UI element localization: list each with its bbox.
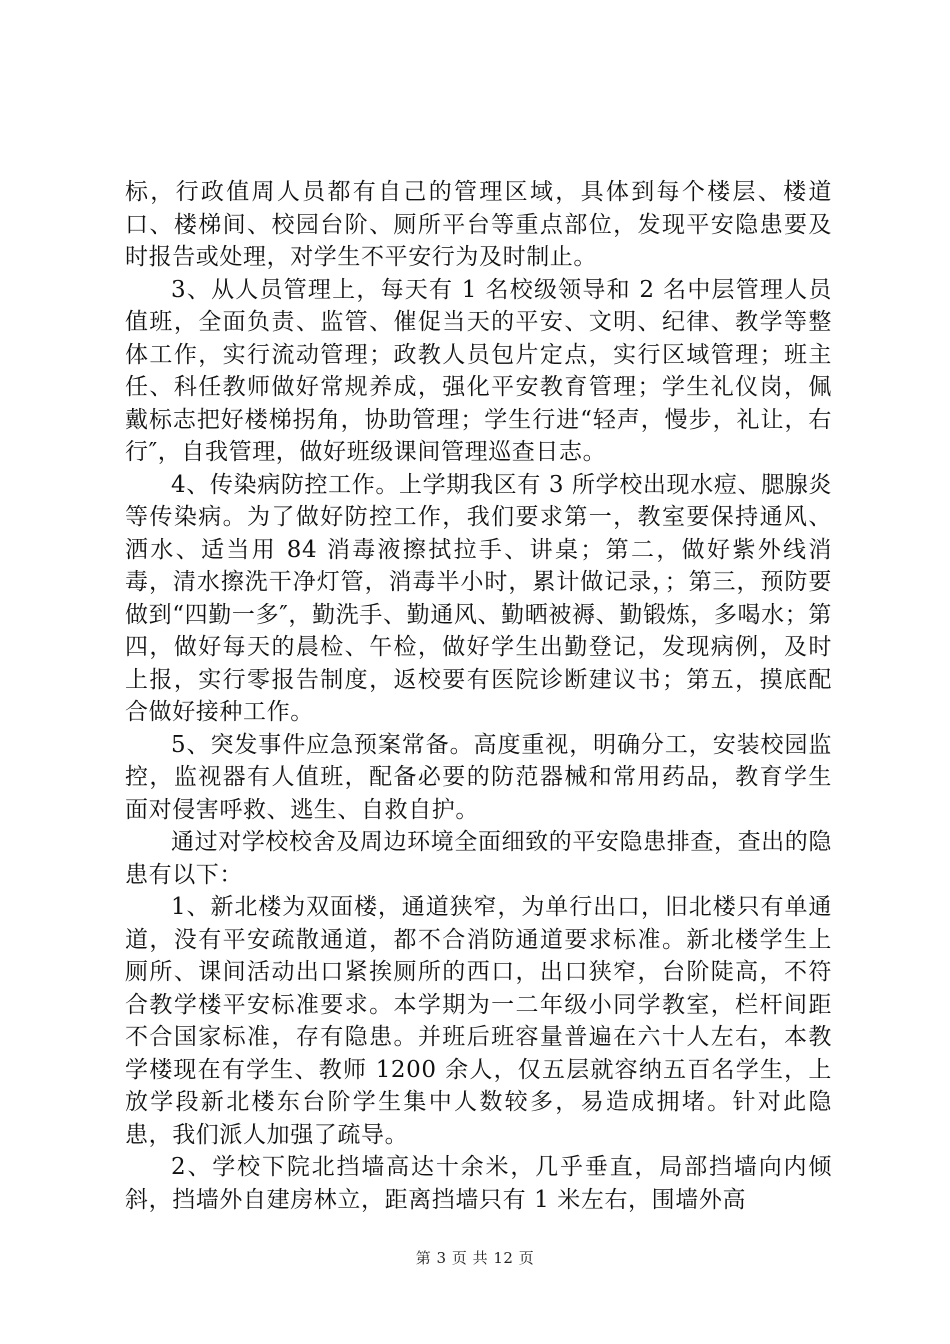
paragraph-7: 2、学校下院北挡墙高达十余米，几乎垂直，局部挡墙向内倾斜，挡墙外自建房林立，距离挡墙只有 1 米左右，围墙外高: [125, 1154, 832, 1213]
document-body: [125, 176, 832, 1216]
paragraph-4: 5、突发事件应急预案常备。高度重视，明确分工，安装校园监控，监视器有人值班，配备必要的防范器械和常用药品，教育学生面对侵害呼救、逃生、自救自护。: [125, 731, 832, 823]
paragraph-1: 标，行政值周人员都有自己的管理区域，具体到每个楼层、楼道口、楼梯间、校园台阶、厕所平台等重点部位，发现平安隐患要及时报告或处理，对学生不平安行为及时制止。: [125, 179, 832, 270]
paragraph-5: 通过对学校校舍及周边环境全面细致的平安隐患排查，查出的隐患有以下：: [125, 829, 832, 888]
page-footer: 第 3 页 共 12 页: [415, 1249, 535, 1267]
paragraph-2: 3、从人员管理上，每天有 1 名校级领导和 2 名中层管理人员值班，全面负责、监管、催促当天的平安、文明、纪律、教学等整体工作，实行流动管理；政教人员包片定点，实行区域管理；班主任、科任教师做好常规养成，强化平安教育管理；学生礼仪岗，佩戴标志把好楼梯拐角，协助管理；学生行进“轻声，慢步，礼让，右行″，自我管理，做好班级课间管理巡查日志。: [125, 276, 832, 465]
paragraph-6: 1、新北楼为双面楼，通道狭窄，为单行出口，旧北楼只有单通道，没有平安疏散通道，都不合消防通道要求标准。新北楼学生上厕所、课间活动出口紧挨厕所的西口，出口狭窄，台阶陡高，不符合教学楼平安标准要求。本学期为一二年级小同学教室，栏杆间距不合国家标准，存有隐患。并班后班容量普遍在六十人左右，本教学楼现在有学生、教师 1200 余人，仅五层就容纳五百名学生，上放学段新北楼东台阶学生集中人数较多，易造成拥堵。针对此隐患，我们派人加强了疏导。: [125, 894, 832, 1148]
paragraph-3: 4、传染病防控工作。上学期我区有 3 所学校出现水痘、腮腺炎等传染病。为了做好防控工作，我们要求第一，教室要保持通风、洒水、适当用 84 消毒液擦拭拉手、讲桌；第二，做好紫外线消毒，清水擦洗干净灯管，消毒半小时，累计做记录，；第三，预防要做到“四勤一多″，勤洗手、勤通风、勤晒被褥、勤锻炼，多喝水；第四，做好每天的晨检、午检，做好学生出勤登记，发现病例，及时上报，实行零报告制度，返校要有医院诊断建议书；第五，摸底配合做好接种工作。: [125, 471, 832, 725]
